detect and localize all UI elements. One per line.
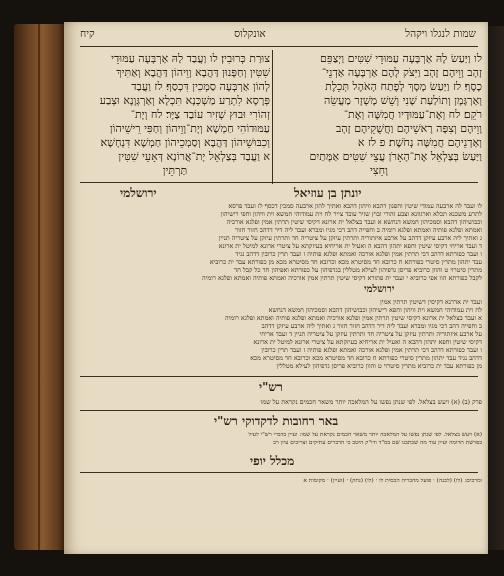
section-heading-baer-rechovot: באר רחובות לדקדוקי רש"י bbox=[214, 414, 339, 428]
section-heading-jonathan: יונתן בן עוזיאל bbox=[294, 186, 362, 200]
text-line: וְאַדְנֵיהֶם חֲמִשָּׁה נְחֹשֶׁת׃ פ לז א bbox=[357, 136, 482, 149]
text-line: א וַעֲבַד בְּצַלְאֵל יָת־אֲרוֹנָא דְּאָעֵי שִׁטִּין bbox=[118, 150, 270, 163]
running-header bbox=[80, 28, 476, 44]
text-line: עַמּוּדוֹהִי חַמְשָׁא וְיָת־וָוֵיהוֹן וְחַפִּי רֵישֵׁיהוֹן bbox=[109, 122, 270, 135]
commentary-line: לח וית עמודוהי חמשא וית וויהון וחפא רישיהון וכבושיהון דהבא וסמכיהון חמשא דנחשא bbox=[268, 306, 482, 314]
main-text-rule bbox=[80, 182, 478, 183]
commentary-line: ו ועבד כפורתא דדהב דכי תרתין אמין ופלגא אורכה ואמתא ופלגא פותיה ז ועבד תרין כרובין bbox=[261, 346, 482, 354]
text-line: וְכִבּוּשֵׁיהוֹן דַּהֲבָא וְסַמְכֵיהוֹן חַמְשָׁא דִּנְחָשָׁא׃ bbox=[100, 136, 270, 149]
commentary-line: ד ועבד אריחי דקיסי שיטין וחפא יתהון דהבא ה ואעיל ית אריחיא בעיזקתא על ציטרי ארונא למיטל ית ארונא bbox=[218, 242, 482, 250]
text-line: שִׁטִּין וְחַפָּנוּן דַּהֲבָא וָוֵיהוֹן דַּהֲבָא וְאַתִּיךְ bbox=[116, 66, 270, 79]
commentary-line: לקבל כפורתא הוו אפי כרוביא י ועבד ית פתורא דקיסי שיטין תרתין אמין אורכיה ואמתא פותיה ואמתא ופלגא רומיה bbox=[202, 274, 482, 282]
text-line: וָחֵצִי bbox=[370, 164, 388, 177]
commentary-line: לתרע משכנא תכלא וארגוונא וצבע זהורי ובוץ שזיר עובד צייר לח וית עמודוהי חמשא וית וויהון וחפי רישיהון bbox=[220, 210, 482, 218]
commentary-line: מתרין סיטרוי ט והוון כרוביא פריסן גדפיהון לעילא מטללין בגדפיהון על כפורתא ואפיהון חד כל קבל חד bbox=[234, 266, 482, 274]
baer-line: בפרשת תרומה ועיין עוד מה שכתבנו שם בס"ד ודו"ק היטב כי הדברים עתיקים וצריכים עיון רב bbox=[273, 440, 482, 446]
header-parasha: שמות לנגלו ויקהל bbox=[405, 28, 476, 40]
baer-line: (א) ויעש בצלאל. לפי שנתן נפשו על המלאכה יותר משאר חכמים נקראת על שמו: ועיין בדברי רש"י לעיל bbox=[248, 432, 482, 438]
section-heading-michlol-yofi: מכלל יופי bbox=[250, 454, 295, 468]
commentary-line: על ארבע איזתוריה ותרתין עיזקן על ציטריה חד ותרתין עיזקן על ציטריה תניין ד ועבד אריחי bbox=[259, 330, 482, 338]
column-divider bbox=[272, 50, 273, 184]
commentary-line: ג ואתיך ליה ארבע עיזקן דדהב על ארבע איזתוריה ותרתין עיזקן על ציטריה חד ותרתין עיזקן על ציטריה תניין bbox=[218, 234, 482, 242]
text-line: לְהוֹן אַרְבְּעָה סַמְכִין דִּכְסַף׃ לז וַעֲבַד bbox=[131, 80, 270, 93]
binding-crease bbox=[38, 24, 40, 550]
commentary-line: ואמתא ופלגא פותיה ואמתא ופלגא רומיה ב וחפייה דהב דכי מגיו ומברא ועבד ליה דיר דדהב חזור חזור bbox=[235, 226, 482, 234]
text-line: כָסֶף׃ לז וַיַּעַשׂ מָסָךְ לְפֶתַח הָאֹהֶל תְּכֵלֶת bbox=[325, 80, 482, 93]
commentary-line: מן כפורתא עבד ית כרוביא מתרין סיטרוי ט והוון כרוביא פריסן גדפיהון לעילא מטללין bbox=[276, 362, 482, 370]
commentary-line: דדהב נגיד עבד יתהון מתרין סיטרי כפורתא ח כרובא חד מסיטרא מכא וכרובא חד מסיטרא מכא bbox=[250, 354, 482, 362]
text-line: תַּרְתֵּין bbox=[162, 164, 188, 177]
section-heading-rashi: רש"י bbox=[259, 380, 283, 394]
commentary-rule bbox=[80, 376, 478, 377]
rashi-rule bbox=[80, 410, 478, 411]
section-heading-yerushalmi: ירושלמי bbox=[364, 284, 395, 295]
commentary-line: ו ועבד כפורתא דדהב דכי תרתין אמין ופלגא אורכה ואמתא ופלגא פותיה ז ועבד תרין כרובין דדהב נגיד bbox=[235, 250, 482, 258]
facing-page-edge bbox=[488, 26, 504, 550]
text-line: וְאַרְגָּמָן וְתוֹלַעַת שָׁנִי וְשֵׁשׁ מָשְׁזָר מַעֲשֵׂה bbox=[324, 94, 482, 107]
commentary-line: דקיסי שיטין וחפא יתהון דהבא ה ואעיל ית אריחיא בעיזקתא על ציטרי ארונא למיטל ית ארונא bbox=[253, 338, 482, 346]
commentary-line: לו ועבד לה ארבעה עמודי שיטין וחפנון דהבא וויהון דהבא ואתיך להון ארבעה סמכין דכסף לז ועבד פרסא bbox=[228, 202, 482, 210]
commentary-line: ועבד ית אדרנא דקיסין דשיטין תרתין אמין bbox=[380, 298, 482, 306]
text-line: וָוֵיהֶם וְצִפָּה רָאשֵׁיהֶם וַחֲשֻׁקֵיהֶם זָהָב bbox=[336, 122, 482, 135]
header-rule bbox=[80, 46, 478, 47]
commentary-line: א ועבד בצלאל ית ארונא דקיסי שיטין תרתין אמין ופלגא אורכיה ואמתא ופלגא פותיה ואמתא ופלגא רומיה bbox=[224, 314, 482, 322]
header-folio: קיח bbox=[80, 28, 95, 40]
text-line: צוּרַת כְּרוּבִין׃ לו וַעֲבַד לַהּ אַרְבְּעָה עַמּוּדֵי bbox=[111, 52, 270, 65]
commentary-line: ב וחפייה דהב דכי מגיו ומברא ועבד ליה דיר דדהב חזור חזור ג ואתיך ליה ארבע עיזקן דדהב bbox=[261, 322, 482, 330]
michlol-rule bbox=[80, 472, 478, 473]
text-line: לו וַיַּעַשׂ לָהּ אַרְבָּעָה עַמּוּדֵי שִׁטִּים וַיְצַפֵּם bbox=[320, 52, 482, 65]
rashi-line: פרק (ב) (א) ויעש בצלאל. לפי שנתן נפשו על המלאכה יותר משאר חכמים נקראת על שמו bbox=[260, 398, 482, 406]
commentary-line: וכבושיהון דהבא וסמכיהון חמשא דנחשא א ועבד בצלאל ית ארונא דקיסי שיטין תרתין אמין ופלגא אורכיה bbox=[226, 218, 482, 226]
book-binding bbox=[14, 24, 66, 550]
book-page bbox=[64, 22, 488, 554]
michlol-line: ומרבים: (לו) (לבנה) · פועל מהבריה הכסית לו · (לו) (נתק) · (ועיין) · מקומות א bbox=[303, 478, 482, 484]
text-line: פְּרָסָא לִתְרַע מַשְׁכְּנָא תִּכְלָא וְאַרְגְּוָנָא וּצְבַע bbox=[99, 94, 270, 107]
section-heading-yerushalmi-top: ירושלמי bbox=[120, 186, 157, 200]
text-line: וַיַּעַשׂ בְּצַלְאֵל אֶת־הָאָרֹן עֲצֵי שִׁטִּים אַמָּתַיִם bbox=[309, 150, 482, 163]
text-line: זָהָב וָוֵיהֶם זָהָב וַיִּצֹק לָהֶם אַרְבָּעָה אַדְנֵי־ bbox=[321, 66, 482, 79]
text-line: רֹקֵם׃ לח וְאֶת־עַמּוּדָיו חֲמִשָּׁה וְאֶת־ bbox=[343, 108, 482, 121]
commentary-line: עבד יתהון מתרין סיטרי כפורתא ח כרובא חד מסיטרא מכא וכרובא חד מסיטרא מכא מן כפורתא עבד ית כרוביא bbox=[209, 258, 482, 266]
text-line: זְהוֹרִי וּבוּץ שְׁזִיר עוֹבַד צַיָּר׃ לח וְיָת־ bbox=[130, 108, 270, 121]
header-onkelos: אונקלוס bbox=[234, 28, 266, 40]
